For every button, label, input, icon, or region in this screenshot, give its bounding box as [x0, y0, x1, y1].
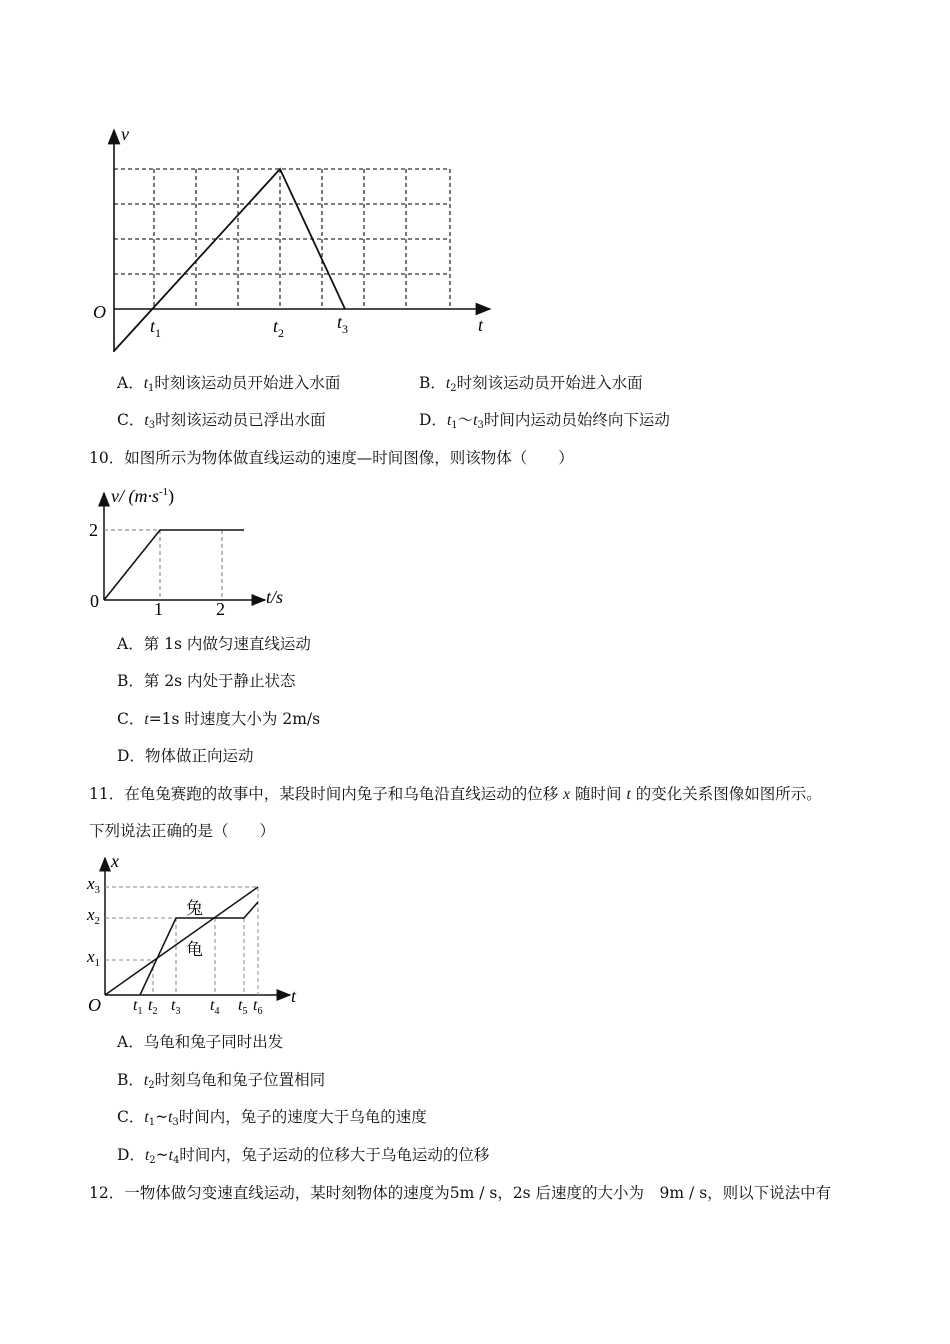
label-t2: $t_2$	[148, 997, 158, 1017]
origin-label: O	[93, 302, 106, 322]
q10-stem: 10．如图所示为物体做直线运动的速度—时间图像，则该物体（ ）	[89, 449, 574, 467]
x-tick-1: 1	[154, 599, 163, 619]
option-letter: A．	[117, 374, 144, 392]
tick-t1: $t_1$	[150, 316, 162, 340]
label-x3: $x_3$	[87, 874, 101, 896]
label-t6: $t_6$	[253, 997, 263, 1017]
x-tick-2: 2	[216, 599, 225, 619]
label-t4: $t_4$	[210, 997, 220, 1017]
q10-option-d[interactable]: D．物体做正向运动	[117, 747, 254, 765]
q11-option-c[interactable]: C．$t_1\sim t_3$时间内，兔子的速度大于乌龟的速度	[117, 1108, 427, 1128]
q11-option-d[interactable]: D．$t_2\sim t_4$时间内，兔子运动的位移大于乌龟运动的位移	[117, 1146, 490, 1166]
tick-t2: $t_2$	[273, 316, 285, 340]
y-axis-label: x	[111, 851, 119, 871]
q9-option-c[interactable]: C．$t_3$时刻该运动员已浮出水面	[117, 411, 326, 431]
q11-stem-line1: 11．在龟兔赛跑的故事中，某段时间内兔子和乌龟沿直线运动的位移 x 随时间 t 的变化关系图像如图所示。	[89, 785, 822, 803]
label-x1: $x_1$	[87, 947, 101, 969]
y-axis-label: v/ $(m\cdot s^{-1})$	[111, 486, 175, 506]
x-axis-label: t/s	[266, 587, 284, 607]
option-letter: D．	[419, 411, 447, 429]
y-axis-label: v	[121, 124, 129, 144]
label-t3: $t_3$	[171, 997, 181, 1017]
rabbit-label: 兔	[186, 899, 203, 918]
q10-option-b[interactable]: B．第 2s 内处于静止状态	[117, 672, 296, 690]
option-letter: B．	[419, 374, 446, 392]
tick-t3: $t_3$	[337, 312, 349, 336]
q9-option-b[interactable]: B．$t_2$时刻该运动员开始进入水面	[419, 374, 643, 394]
q11-option-b[interactable]: B．$t_2$时刻乌龟和兔子位置相同	[117, 1071, 326, 1091]
label-t1: $t_1$	[133, 997, 143, 1017]
x-axis-label: t	[291, 986, 297, 1006]
option-letter: C．	[117, 411, 145, 429]
label-x2: $x_2$	[87, 905, 101, 927]
q10-option-a[interactable]: A．第 1s 内做匀速直线运动	[117, 635, 311, 653]
origin-label: O	[88, 995, 101, 1015]
y-tick-2: 2	[89, 520, 98, 540]
turtle-line	[105, 887, 258, 995]
origin-label: 0	[90, 591, 99, 611]
label-t5: $t_5$	[238, 997, 248, 1017]
q10-option-c[interactable]: C．t=1s 时速度大小为 2m/s	[117, 710, 321, 728]
x-axis-label: t	[478, 315, 484, 335]
turtle-label: 龟	[186, 940, 203, 959]
q9-option-d[interactable]: D．$t_1\sim t_3$时间内运动员始终向下运动	[419, 411, 670, 431]
q9-option-a[interactable]: A．$t_1$时刻该运动员开始进入水面	[117, 374, 341, 394]
q11-option-a[interactable]: A．乌龟和兔子同时出发	[117, 1033, 284, 1051]
q11-stem-line2: 下列说法正确的是（ ）	[89, 822, 276, 840]
q12-stem: 12．一物体做匀变速直线运动，某时刻物体的速度为5m / s，2s 后速度的大小为 9m / s，则以下说法中有	[89, 1184, 832, 1202]
